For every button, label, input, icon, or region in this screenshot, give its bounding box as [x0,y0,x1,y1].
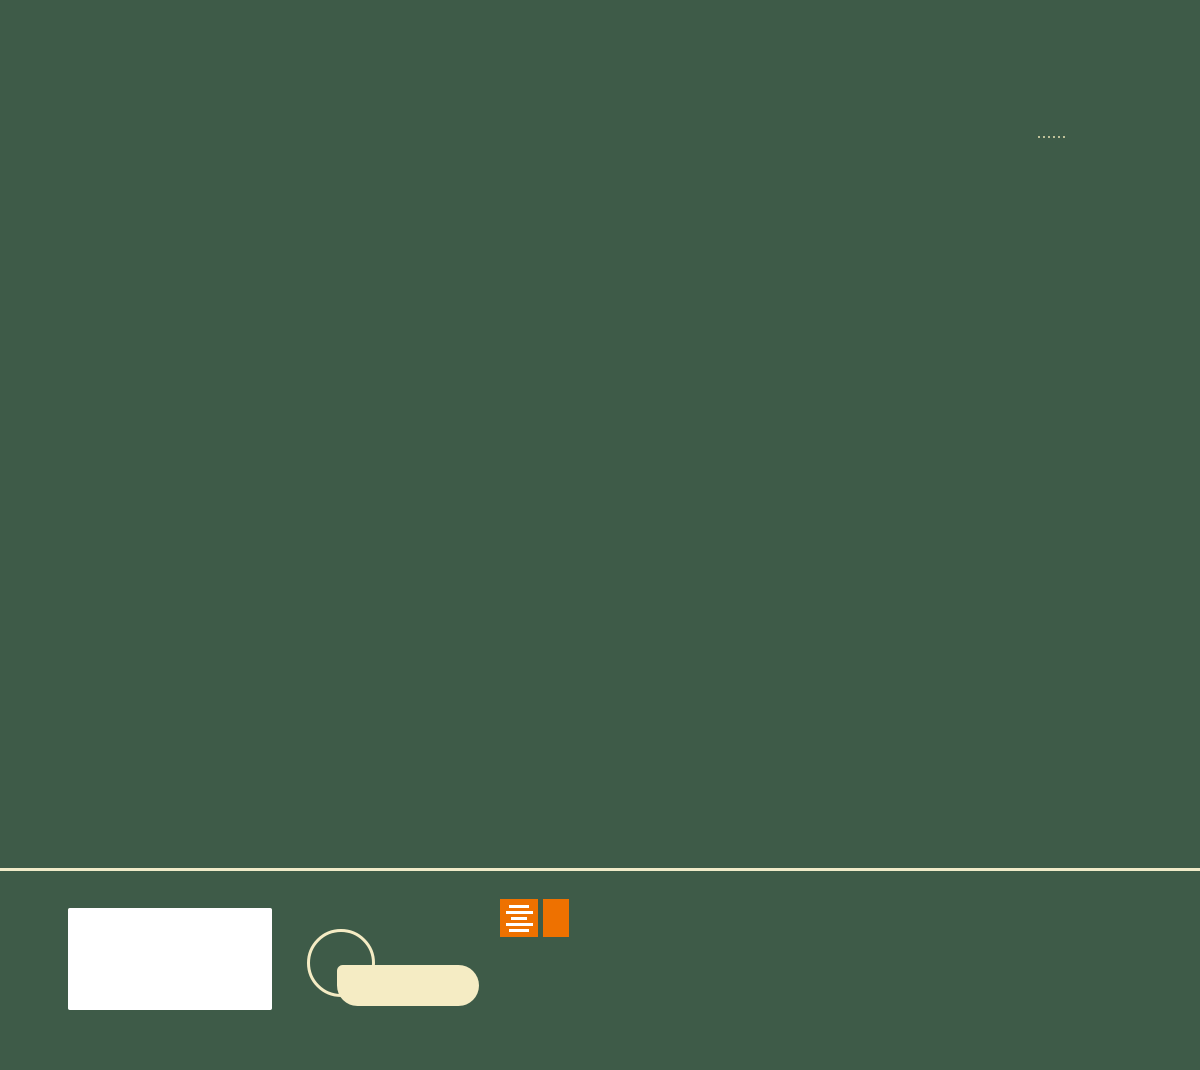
deutschlandfunk-kultur-logo [500,899,569,937]
barcode [68,908,272,1010]
divider-line [0,868,1200,871]
barcode-bars [68,908,272,1010]
world-premiere-badge-icon [986,42,1122,178]
world-premiere-badge [986,42,1122,178]
deutschlandfunk-kultur-label [543,899,569,937]
passacaille-bar-shape [337,965,479,1006]
passacaille-logo [307,924,483,1010]
deutschlandfunk-lines-icon [500,899,538,937]
